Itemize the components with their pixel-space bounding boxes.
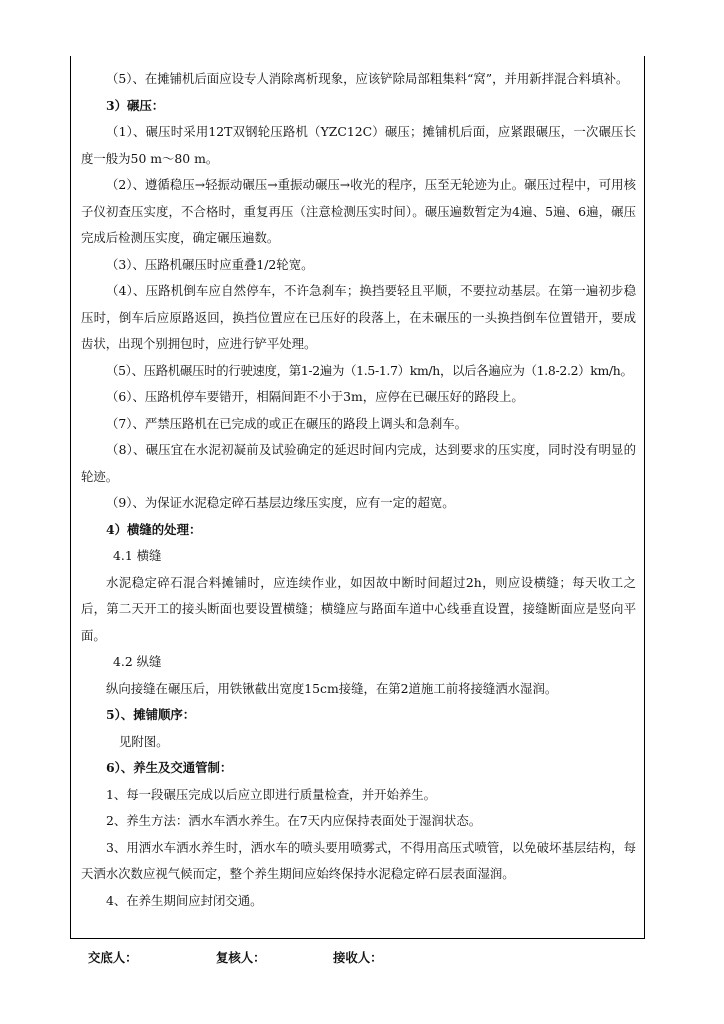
signature-footer: [88, 948, 648, 968]
paragraph-longitudinal-joint: 纵向接缝在碾压后，用铁锹截出宽度15cm接缝，在第2道施工前将接缝洒水湿润。: [106, 680, 558, 696]
document-body: [81, 66, 636, 914]
paragraph-transverse-joint: 水泥稳定碎石混合料摊铺时，应连续作业，如因故中断时间超过2h，则应设横缝；每天收工之后，第二天开工的接头断面也要设置横缝；横缝应与路面车道中心线垂直设置，接缝断面应是竖向平面。: [81, 574, 636, 643]
paragraph-paving-5: （5）、在摊铺机后面应设专人消除离析现象，应该铲除局部粗集料“窝”，并用新拌混合料填补。: [106, 71, 629, 86]
document-table: [70, 56, 645, 939]
paragraph-curing-3: 3、用洒水车洒水养生时，洒水车的喷头要用喷雾式，不得用高压式喷管，以免破坏基层结构，每天洒水次数应视气候而定，整个养生期间应始终保持水泥稳定碎石层表面湿润。: [81, 839, 636, 881]
heading-paving-order: 5）、摊铺顺序：: [106, 707, 196, 722]
paragraph-curing-2: 2、养生方法：洒水车洒水养生。在7天内应保持表面处于湿润状态。: [106, 813, 482, 828]
paragraph-rolling-6: （6）、压路机停车要错开，相隔间距不小于3m，应停在已碾压好的路段上。: [106, 389, 524, 404]
paragraph-rolling-9: （9）、为保证水泥稳定碎石基层边缘压实度，应有一定的超宽。: [106, 495, 455, 510]
receiver-label: 接收人：: [333, 950, 383, 965]
heading-rolling: 3）碾压：: [106, 97, 165, 113]
subheading-transverse-joint: 4.1 横缝: [113, 548, 162, 563]
heading-curing-traffic: 6）、养生及交通管制：: [106, 760, 233, 775]
subheading-longitudinal-joint: 4.2 纵缝: [113, 654, 162, 669]
paragraph-rolling-5: （5）、压路机碾压时的行驶速度，第1-2遍为（1.5-1.7）km/h，以后各遍应为（1.8-2.2）km/h。: [106, 362, 633, 378]
paragraph-rolling-1: （1）、碾压时采用12T双钢轮压路机（YZC12C）碾压；摊铺机后面，应紧跟碾压，一次碾压长度一般为50 m～80 m。: [81, 124, 636, 166]
heading-transverse-joint: 4）横缝的处理：: [106, 521, 202, 537]
paragraph-paving-order: 见附图。: [119, 733, 169, 749]
paragraph-rolling-7: （7）、严禁压路机在已完成的或正在碾压的路段上调头和急刹车。: [106, 415, 468, 431]
paragraph-curing-1: 1、每一段碾压完成以后应立即进行质量检查，并开始养生。: [106, 786, 437, 802]
paragraph-rolling-2: （2）、遵循稳压→轻振动碾压→重振动碾压→收光的程序，压至无轮迹为止。碾压过程中，可用核子仪初查压实度，不合格时，重复再压（注意检测压实时间）。碾压遍数暂定为4遍、5遍、6遍，碾压完成后检测压实度，确定碾压遍数。: [81, 177, 636, 245]
paragraph-rolling-4: （4）、压路机倒车应自然停车，不许急刹车；换挡要轻且平顺，不要拉动基层。在第一遍初步稳压时，倒车后应原路返回，换挡位置应在已压好的段落上，在未碾压的一头换挡倒车位置错开，要成齿状，出现个别拥包时，应进行铲平处理。: [81, 283, 636, 351]
handover-person-label: 交底人：: [88, 950, 138, 965]
reviewer-label: 复核人：: [216, 950, 266, 965]
paragraph-rolling-3: （3）、压路机碾压时应重叠1/2轮宽。: [106, 256, 314, 272]
paragraph-curing-4: 4、在养生期间应封闭交通。: [106, 892, 263, 908]
paragraph-rolling-8: （8）、碾压宜在水泥初凝前及试验确定的延迟时间内完成，达到要求的压实度，同时没有明显的轮迹。: [81, 442, 636, 484]
